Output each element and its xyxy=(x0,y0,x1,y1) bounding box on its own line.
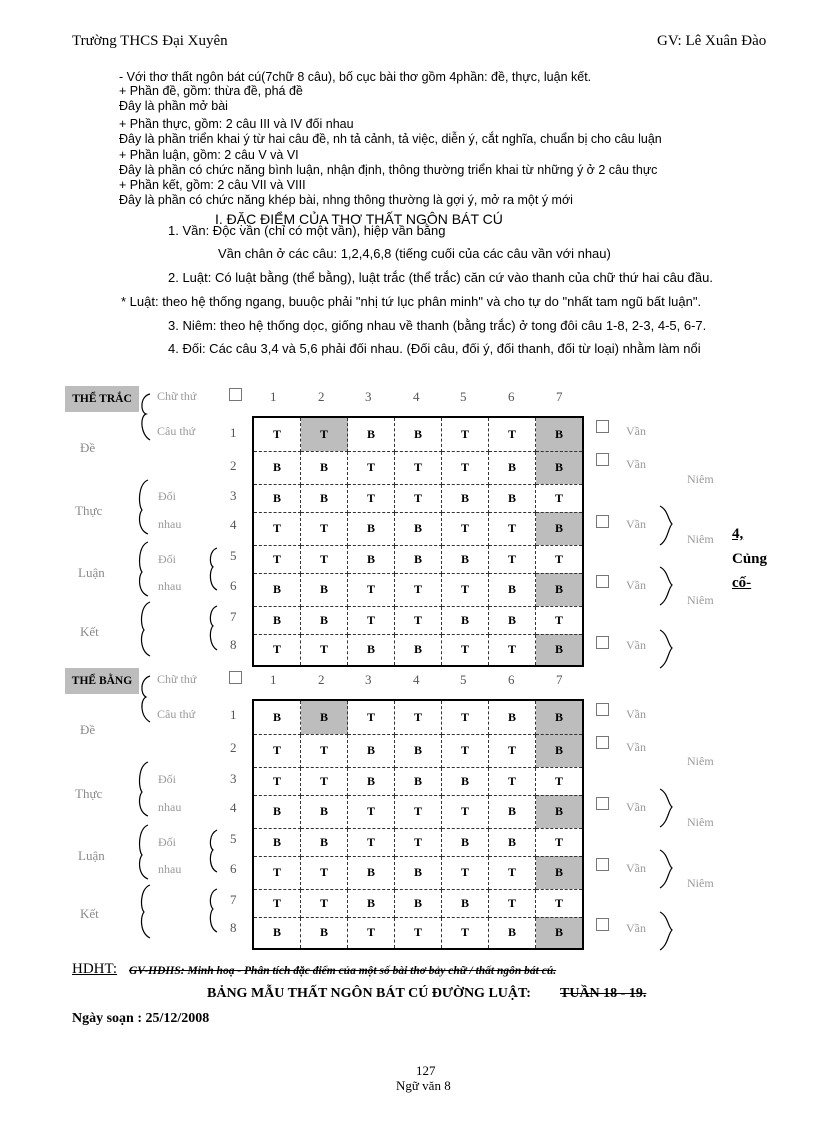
subject-name: Ngữ văn 8 xyxy=(396,1078,451,1093)
cell: B xyxy=(489,795,536,828)
cell: B xyxy=(253,451,301,484)
cell: T xyxy=(301,512,348,545)
cell: T xyxy=(536,545,584,573)
section-luan: Luận xyxy=(78,848,105,863)
row-number: 6 xyxy=(230,861,237,876)
niem-label: Niêm xyxy=(687,472,714,486)
cell: B xyxy=(395,417,442,451)
column-number: 4 xyxy=(413,672,420,687)
cell: T xyxy=(395,451,442,484)
niem-label: Niêm xyxy=(687,532,714,546)
cell: B xyxy=(442,828,489,856)
teacher-name: GV: Lê Xuân Đào xyxy=(657,33,767,49)
cell: B xyxy=(536,451,584,484)
cell: B xyxy=(253,917,301,949)
cell: B xyxy=(253,573,301,606)
cell: T xyxy=(253,767,301,795)
cung-co-number: 4, xyxy=(732,526,744,542)
intro-line: - Với thơ thất ngôn bát cú(7chữ 8 câu), bố cục bài thơ gồm 4phần: đề, thực, luận kết. xyxy=(119,70,592,84)
cell: B xyxy=(348,767,395,795)
section-de: Đề xyxy=(80,440,96,455)
van-label: Vần xyxy=(626,921,646,935)
cell: T xyxy=(253,512,301,545)
intro-line: + Phần thực, gồm: 2 câu III và IV đối nhau xyxy=(119,117,354,131)
item-van: 1. Vần: Độc vần (chỉ có một vần), hiệp vần bằng xyxy=(168,223,446,238)
item-niem: 3. Niêm: theo hệ thống dọc, giống nhau về thanh (bằng trắc) ở tong đôi câu 1-8, 2-3, 4-5, 6-7. xyxy=(168,318,707,333)
nhau-label: nhau xyxy=(158,579,182,593)
column-number: 7 xyxy=(556,672,563,687)
row-number: 2 xyxy=(230,740,237,755)
cell: B xyxy=(301,795,348,828)
cell: B xyxy=(489,484,536,512)
cell: B xyxy=(253,828,301,856)
cell: T xyxy=(301,417,348,451)
row-number: 7 xyxy=(230,892,237,907)
cell: B xyxy=(489,606,536,634)
cell: B xyxy=(489,700,536,734)
cell: B xyxy=(301,451,348,484)
cell: B xyxy=(348,417,395,451)
cell: T xyxy=(253,417,301,451)
cell: B xyxy=(442,545,489,573)
cell: T xyxy=(489,889,536,917)
column-number: 3 xyxy=(365,389,372,404)
item-doi: 4. Đối: Các câu 3,4 và 5,6 phải đối nhau. (Đối câu, đối ý, đối thanh, đối từ loại) nhằm làm nổi xyxy=(168,341,701,356)
cell: T xyxy=(536,606,584,634)
nhau-label: nhau xyxy=(158,517,182,531)
niem-label: Niêm xyxy=(687,754,714,768)
cell: T xyxy=(348,606,395,634)
cell: B xyxy=(489,917,536,949)
cell: B xyxy=(301,828,348,856)
cell: T xyxy=(395,606,442,634)
section-ket: Kết xyxy=(80,624,99,639)
cung-co-word: Củng xyxy=(732,551,768,567)
cell: B xyxy=(442,606,489,634)
chu-thu-label: Chữ thứ xyxy=(157,389,197,403)
cell: T xyxy=(489,512,536,545)
cell: T xyxy=(348,484,395,512)
page-number: 127 xyxy=(416,1063,436,1078)
van-label: Vần xyxy=(626,638,646,652)
cell: B xyxy=(536,700,584,734)
van-label: Vần xyxy=(626,707,646,721)
item-van-chan: Vần chân ở các câu: 1,2,4,6,8 (tiếng cuối của các câu vần với nhau) xyxy=(218,246,611,261)
column-number: 7 xyxy=(556,389,563,404)
cell: B xyxy=(395,734,442,767)
cell: B xyxy=(395,545,442,573)
intro-line: Đây là phần có chức năng bình luận, nhận định, thông thường triển khai từ những ý ở 2 câu thực xyxy=(119,163,658,177)
cell: T xyxy=(442,795,489,828)
section-de: Đề xyxy=(80,722,96,737)
cell: T xyxy=(395,917,442,949)
row-number: 7 xyxy=(230,609,237,624)
van-label: Vần xyxy=(626,861,646,875)
cell: B xyxy=(253,700,301,734)
cell: B xyxy=(536,917,584,949)
cell: T xyxy=(442,451,489,484)
intro-line: Đây là phần có chức năng khép bài, nhng thông thường là gợi ý, mở ra một ý mới xyxy=(119,193,573,207)
cell: T xyxy=(301,856,348,889)
cell: B xyxy=(442,767,489,795)
row-number: 5 xyxy=(230,548,237,563)
row-number: 8 xyxy=(230,920,237,935)
cell: T xyxy=(536,484,584,512)
cell: B xyxy=(536,795,584,828)
cell: B xyxy=(348,634,395,666)
cell: T xyxy=(253,856,301,889)
cell: B xyxy=(442,484,489,512)
cell: T xyxy=(253,889,301,917)
cau-thu-label: Câu thứ xyxy=(157,424,196,438)
column-number: 2 xyxy=(318,672,325,687)
chu-thu-label: Chữ thứ xyxy=(157,672,197,686)
cau-thu-label: Câu thứ xyxy=(157,707,196,721)
nhau-label: nhau xyxy=(158,800,182,814)
the-bang-title: THỂ BẰNG xyxy=(65,668,139,694)
doi-label: Đối xyxy=(158,489,176,503)
cell: B xyxy=(301,484,348,512)
school-name: Trường THCS Đại Xuyên xyxy=(72,33,228,49)
cell: B xyxy=(442,889,489,917)
cell: T xyxy=(442,417,489,451)
cell: B xyxy=(395,889,442,917)
cell: B xyxy=(536,856,584,889)
row-number: 5 xyxy=(230,831,237,846)
section-thuc: Thực xyxy=(75,503,103,518)
row-number: 3 xyxy=(230,771,237,786)
cell: B xyxy=(395,634,442,666)
cell: T xyxy=(395,795,442,828)
section-thuc: Thực xyxy=(75,786,103,801)
cell: T xyxy=(253,634,301,666)
niem-label: Niêm xyxy=(687,815,714,829)
cell: T xyxy=(489,634,536,666)
cell: T xyxy=(395,828,442,856)
cell: T xyxy=(253,545,301,573)
cell: T xyxy=(395,700,442,734)
cell: B xyxy=(301,573,348,606)
column-number: 5 xyxy=(460,389,467,404)
cell: T xyxy=(348,795,395,828)
cell: T xyxy=(536,889,584,917)
niem-label: Niêm xyxy=(687,876,714,890)
row-number: 6 xyxy=(230,578,237,593)
cell: T xyxy=(301,889,348,917)
cell: B xyxy=(301,700,348,734)
cell: T xyxy=(253,734,301,767)
cell: B xyxy=(348,856,395,889)
cell: T xyxy=(442,856,489,889)
intro-line: + Phần đề, gồm: thừa đề, phá đề xyxy=(119,84,303,98)
nhau-label: nhau xyxy=(158,862,182,876)
cell: T xyxy=(301,634,348,666)
section-ket: Kết xyxy=(80,906,99,921)
cell: B xyxy=(348,512,395,545)
van-label: Vần xyxy=(626,740,646,754)
cell: B xyxy=(395,512,442,545)
cell: B xyxy=(536,512,584,545)
column-number: 4 xyxy=(413,389,420,404)
cell: T xyxy=(442,573,489,606)
cell: T xyxy=(489,734,536,767)
cell: T xyxy=(301,734,348,767)
cell: T xyxy=(442,917,489,949)
cell: T xyxy=(301,767,348,795)
cell: T xyxy=(442,700,489,734)
row-number: 4 xyxy=(230,800,237,815)
cell: B xyxy=(536,417,584,451)
cell: B xyxy=(489,828,536,856)
intro-line: Đây là phần triển khai ý từ hai câu đề, nh tả cảnh, tả việc, diễn ý, cắt nghĩa, chuẩn bị cho câu luận xyxy=(119,132,662,146)
gv-activity-line: GV-HĐHS: Minh hoạ - Phân tích đặc điểm của một số bài thơ bảy chữ / thất ngôn bát cú. xyxy=(129,965,557,977)
cell: B xyxy=(301,917,348,949)
cell: B xyxy=(301,606,348,634)
column-number: 3 xyxy=(365,672,372,687)
row-number: 1 xyxy=(230,707,237,722)
van-label: Vần xyxy=(626,517,646,531)
item-luat: 2. Luật: Có luật bằng (thể bằng), luật trắc (thể trắc) căn cứ vào thanh của chữ thứ hai câu đầu. xyxy=(168,270,713,285)
cell: B xyxy=(536,573,584,606)
cell: T xyxy=(489,767,536,795)
cell: T xyxy=(536,828,584,856)
cell: T xyxy=(489,856,536,889)
cell: B xyxy=(489,573,536,606)
item-luat-note: * Luật: theo hệ thống ngang, buuộc phải "nhị tứ lục phân minh" và cho tự do "nhất tam ngũ bất luận". xyxy=(121,294,702,309)
cell: B xyxy=(489,451,536,484)
cell: B xyxy=(536,734,584,767)
cell: T xyxy=(348,573,395,606)
row-number: 3 xyxy=(230,488,237,503)
cell: T xyxy=(395,573,442,606)
cell: B xyxy=(348,734,395,767)
cell: T xyxy=(395,484,442,512)
column-number: 5 xyxy=(460,672,467,687)
cell: B xyxy=(348,545,395,573)
cell: B xyxy=(348,889,395,917)
section-title: I. ĐẶC ĐIỂM CỦA THƠ THẤT NGÔN BÁT CÚ xyxy=(215,211,503,227)
ngay-soan: Ngày soạn : 25/12/2008 xyxy=(72,1011,210,1026)
column-number: 6 xyxy=(508,389,515,404)
tuan-label: TUẦN 18 - 19. xyxy=(560,986,647,1001)
cell: T xyxy=(489,417,536,451)
cell: T xyxy=(442,512,489,545)
cell: T xyxy=(442,634,489,666)
van-label: Vần xyxy=(626,424,646,438)
cell: B xyxy=(395,856,442,889)
cell: T xyxy=(301,545,348,573)
the-trac-title: THỂ TRẮC xyxy=(65,386,139,412)
cell: T xyxy=(348,451,395,484)
row-number: 4 xyxy=(230,517,237,532)
cell: T xyxy=(348,828,395,856)
niem-label: Niêm xyxy=(687,593,714,607)
intro-line: Đây là phần mở bài xyxy=(119,99,228,113)
cell: T xyxy=(348,700,395,734)
intro-line: + Phần kết, gồm: 2 câu VII và VIII xyxy=(119,178,306,192)
row-number: 2 xyxy=(230,458,237,473)
cell: T xyxy=(348,917,395,949)
column-number: 2 xyxy=(318,389,325,404)
column-number: 1 xyxy=(270,672,277,687)
row-number: 8 xyxy=(230,637,237,652)
van-label: Vần xyxy=(626,578,646,592)
doi-label: Đối xyxy=(158,835,176,849)
cell: B xyxy=(253,606,301,634)
van-label: Vần xyxy=(626,457,646,471)
cell: B xyxy=(395,767,442,795)
cell: T xyxy=(536,767,584,795)
doi-label: Đối xyxy=(158,772,176,786)
column-number: 6 xyxy=(508,672,515,687)
column-number: 1 xyxy=(270,389,277,404)
cell: B xyxy=(253,795,301,828)
cell: T xyxy=(489,545,536,573)
hdht-label: HDHT: xyxy=(72,961,118,977)
cell: B xyxy=(536,634,584,666)
cell: B xyxy=(253,484,301,512)
van-label: Vần xyxy=(626,800,646,814)
cell: T xyxy=(442,734,489,767)
doi-label: Đối xyxy=(158,552,176,566)
cung-co-end: cố- xyxy=(732,575,752,591)
intro-line: + Phần luận, gồm: 2 câu V và VI xyxy=(119,148,299,162)
row-number: 1 xyxy=(230,425,237,440)
bang-mau-title: BẢNG MẪU THẤT NGÔN BÁT CÚ ĐƯỜNG LUẬT: xyxy=(207,986,531,1001)
section-luan: Luận xyxy=(78,565,105,580)
